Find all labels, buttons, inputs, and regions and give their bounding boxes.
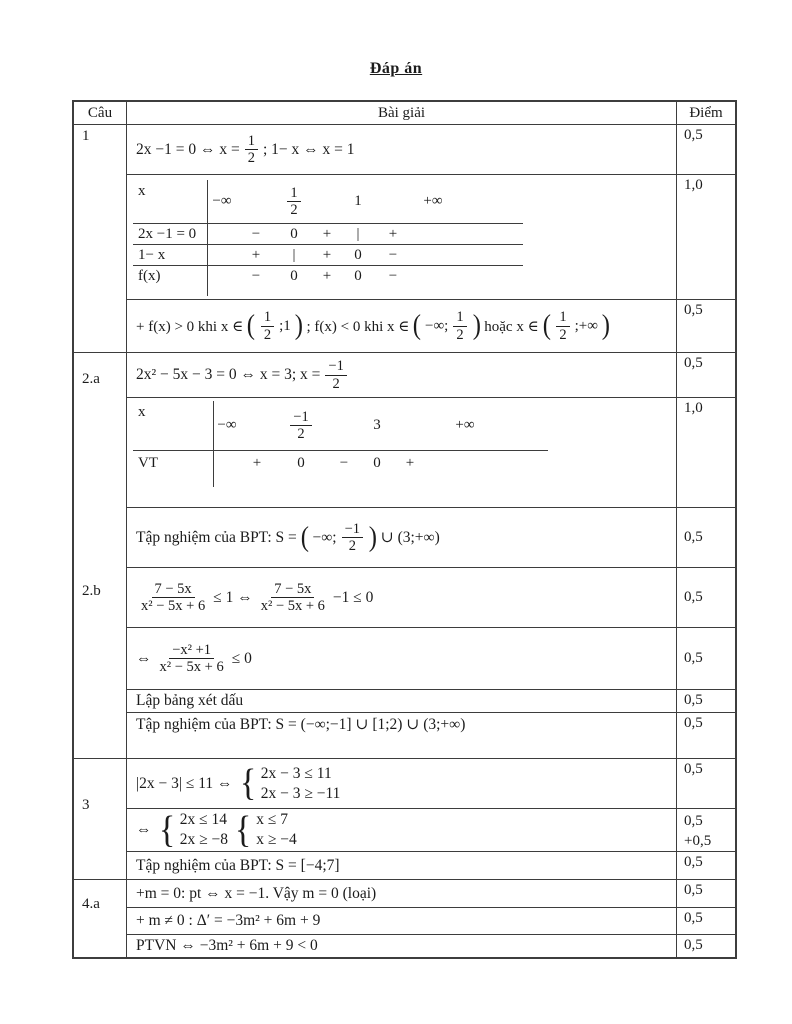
q4a-step2-row	[127, 908, 735, 935]
q4a-step1-row	[127, 880, 735, 908]
q3-conclusion-row	[127, 852, 735, 879]
q2b-step3-content: Lập bảng xét dấu	[127, 690, 677, 712]
q1-step1-score: 0,5	[684, 127, 703, 143]
left-paren: (	[413, 309, 422, 342]
header-solution-col: Bài giải	[127, 102, 677, 124]
header-points-col: Điểm	[689, 104, 723, 121]
q2b-step1-score: 0,5	[684, 589, 703, 605]
q1-step1-row	[127, 125, 735, 175]
q2b-conclusion-content: Tập nghiệm của BPT: S = (−∞;−1] ∪ [1;2) ∪ (3;+∞)	[127, 713, 677, 758]
q4a-step3-row	[127, 935, 735, 957]
fraction: $\frac{1}{2}$	[245, 133, 258, 166]
q3-step2-content: ⇔ { 2x ≤ 14 2x ≥ −8 { x ≤ 7 x ≥ −4	[127, 809, 677, 851]
q4a-step3-content: PTVN ⇔ −3m² + 6m + 9 < 0	[127, 935, 677, 957]
question-1-label: 1	[82, 128, 90, 144]
q2b-step1-row	[127, 568, 735, 628]
sign-row: 2x −1 = 0 − 0 + | +	[133, 224, 523, 245]
q2a-signtable-score: 1,0	[684, 400, 703, 416]
q3-step2-row	[127, 809, 735, 852]
q4a-step1-content: +m = 0: pt ⇔ x = −1. Vậy m = 0 (loại)	[127, 880, 677, 907]
question-2a-label: 2.a	[82, 371, 100, 387]
q3-step2-score: 0,5 +0,5	[684, 813, 712, 849]
question-3-cell	[74, 759, 127, 879]
fraction: $\frac{7 - 5x}{\text{x² − 5x + 6}}$	[260, 580, 325, 614]
fraction: $\frac{-1}{2}$	[342, 521, 363, 554]
q3-conclusion-score: 0,5	[684, 854, 703, 870]
fraction: $\frac{7 - 5x}{\text{x² − 5x + 6}}$	[141, 580, 206, 614]
q1-step1-content	[127, 125, 677, 174]
sign-table-2	[133, 401, 548, 487]
q2a-conclusion-score: 0,5	[684, 529, 703, 545]
q4a-step2-content: + m ≠ 0 : Δ′ = −3m² + 6m + 9	[127, 908, 677, 934]
question-4a-label: 4.a	[82, 896, 100, 912]
q4a-step2-score: 0,5	[684, 910, 703, 926]
q3-step1-content: |2x − 3| ≤ 11 ⇔ { 2x − 3 ≤ 11 2x − 3 ≥ −11	[127, 759, 677, 808]
table-divider	[207, 180, 208, 296]
q1-signtable-row	[127, 175, 735, 300]
left-paren: (	[246, 309, 256, 342]
fraction: $\frac{\text{−x² +1}}{\text{x² − 5x + 6}}$	[159, 641, 224, 675]
right-paren: )	[368, 520, 377, 553]
q2b-step2-content: ⇔ $\frac{\text{−x² +1}}{\text{x² − 5x + 6}}$ ≤ 0	[127, 628, 677, 689]
header-question-col: Câu	[74, 102, 127, 124]
q1-signtable-score: 1,0	[684, 177, 703, 193]
system-brace: {	[239, 762, 256, 805]
question-4-cell	[74, 880, 127, 957]
question-4-group	[74, 880, 735, 957]
system-brace: {	[234, 808, 252, 851]
fraction: $\frac{-1}{2}$	[325, 358, 346, 391]
fraction: $\frac{1}{2}$	[453, 309, 466, 342]
left-paren: (	[542, 309, 551, 342]
q2b-step3-row	[127, 690, 735, 713]
q2a-step1-row	[127, 353, 735, 398]
q2a-step1-content: 2x² − 5x − 3 = 0 ⇔ x = 3; x = $\frac{-1}{2}$	[127, 353, 677, 397]
fraction: $\frac{1}{2}$	[275, 185, 313, 218]
system-brace: {	[158, 808, 175, 851]
sign-row: 1− x + | + 0 −	[133, 245, 523, 266]
question-3-label: 3	[82, 797, 90, 813]
q1-conclusion-row	[127, 300, 735, 352]
sign-table-2-header: x −∞ $\frac{-1}{2}$ 3 +∞	[133, 401, 548, 451]
sign-table-1	[133, 180, 523, 296]
q2a-step1-score: 0,5	[684, 355, 703, 371]
q2a-signtable-row	[127, 398, 735, 508]
sign-row: f(x) − 0 + 0 −	[138, 268, 398, 284]
question-1-group	[74, 125, 735, 353]
system-lines: 2x ≤ 14 2x ≥ −8	[179, 811, 228, 848]
fraction: $\frac{-1}{2}$	[273, 409, 329, 442]
sign-table-1-header: x −∞ $\frac{1}{2}$ 1 +∞	[133, 180, 523, 224]
q3-conclusion-content: Tập nghiệm của BPT: S = [−4;7]	[127, 852, 677, 879]
question-2-group	[74, 353, 735, 759]
math-fragment: ; 1− x ⇔ x = 1	[262, 140, 355, 158]
question-3-group	[74, 759, 735, 880]
math-fragment: 2x −1 = 0 ⇔ x =	[136, 140, 240, 158]
q2a-conclusion-row	[127, 508, 735, 568]
right-paren: )	[294, 309, 303, 342]
system-lines: x ≤ 7 x ≥ −4	[256, 811, 297, 848]
q3-step1-row	[127, 759, 735, 809]
q2b-conclusion-score: 0,5	[684, 715, 703, 731]
q4a-step1-score: 0,5	[684, 882, 703, 898]
left-paren: (	[300, 520, 309, 553]
sign-row: VT + 0 − 0 +	[138, 454, 415, 471]
fraction: $\frac{1}{2}$	[556, 309, 569, 342]
table-divider	[213, 401, 214, 487]
system-lines: 2x − 3 ≤ 11 2x − 3 ≥ −11	[260, 764, 341, 802]
table-header-row	[74, 102, 735, 125]
answer-table	[72, 100, 737, 959]
q1-conclusion-score: 0,5	[684, 302, 703, 318]
q2b-step2-score: 0,5	[684, 650, 703, 666]
right-paren: )	[472, 309, 481, 342]
q2b-conclusion-row	[127, 713, 735, 758]
question-1-cell	[74, 125, 127, 352]
q2b-step2-row	[127, 628, 735, 690]
q2b-step3-score: 0,5	[684, 692, 703, 708]
q2b-step1-content: $\frac{7 - 5x}{\text{x² − 5x + 6}}$ ≤ 1 ⇔ $\frac{7 - 5x}{\text{x² − 5x + 6}}$ −1 ≤ 0	[127, 568, 677, 627]
q3-step1-score: 0,5	[684, 761, 703, 777]
q1-conclusion-content: + f(x) > 0 khi x ∈ ( $\frac{1}{2}$ ;1 ) ; f(x) < 0 khi x ∈ ( −∞; $\frac{1}{2}$ ) hoặc x ∈ ( $\frac{1}{2}$ ;+∞ )	[127, 300, 677, 352]
page-title: Đáp án	[369, 60, 423, 77]
fraction: $\frac{1}{2}$	[261, 309, 274, 342]
right-paren: )	[601, 309, 610, 342]
question-2-cell	[74, 353, 127, 758]
question-2b-label: 2.b	[82, 583, 101, 599]
q4a-step3-score: 0,5	[684, 937, 703, 953]
q2a-conclusion-content: Tập nghiệm của BPT: S = ( −∞; $\frac{-1}{2}$ ) ∪ (3;+∞)	[127, 508, 677, 567]
